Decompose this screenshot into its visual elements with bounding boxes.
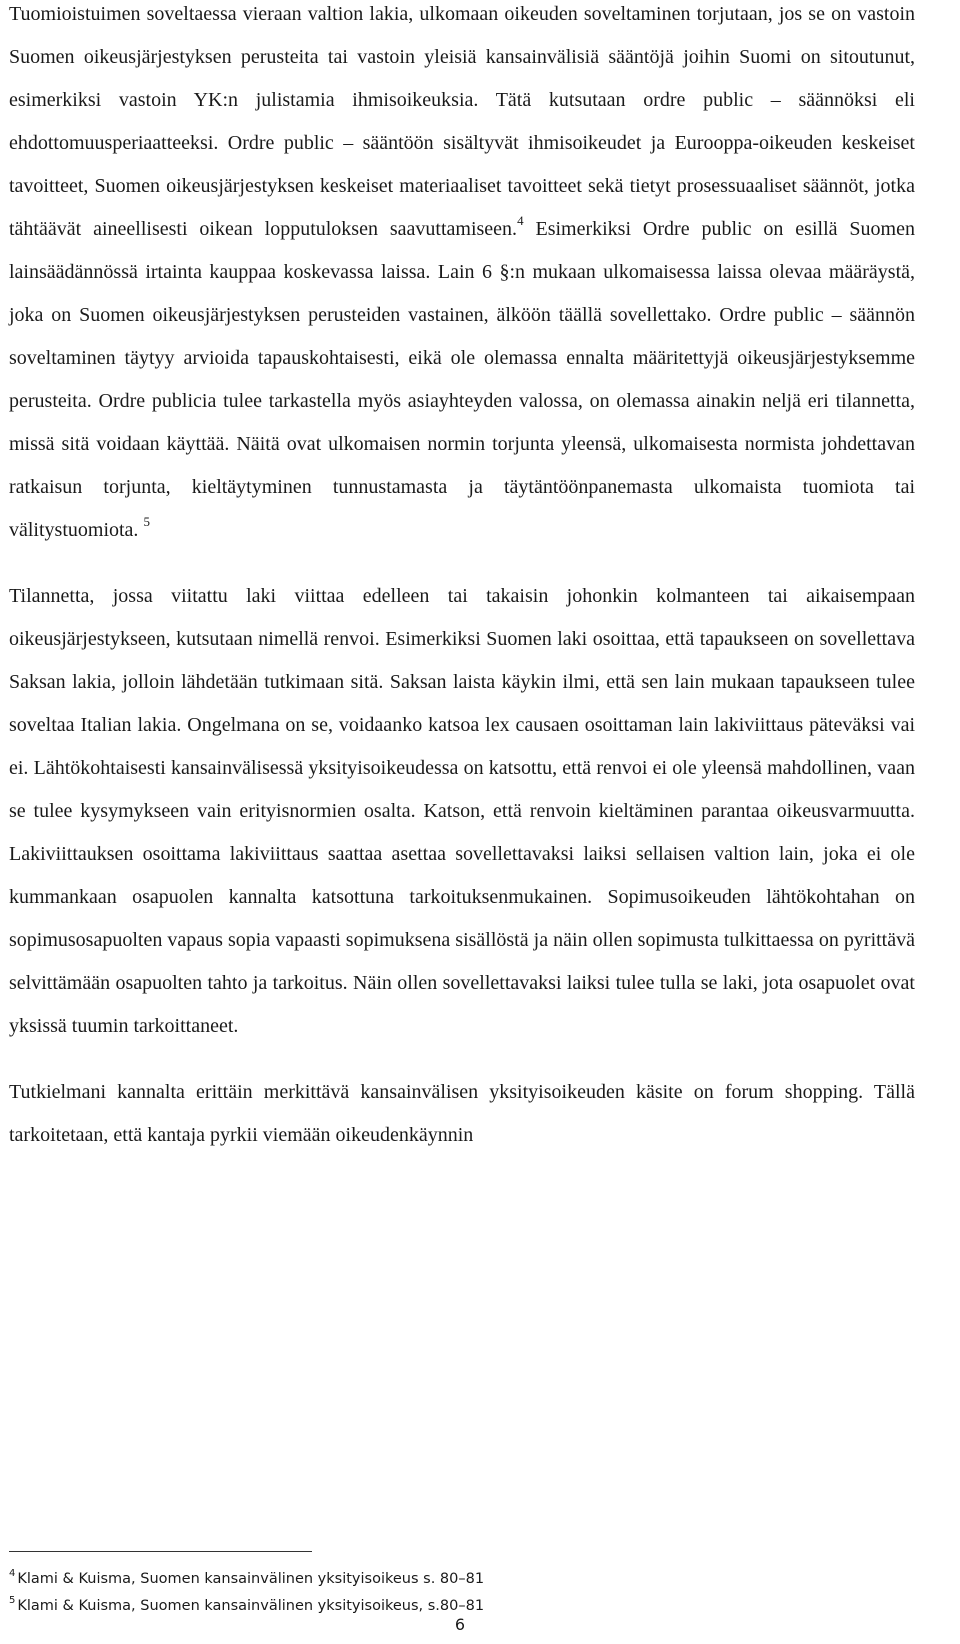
footnote-reference[interactable]: 5 bbox=[143, 514, 150, 530]
paragraph-text: Tuomioistuimen soveltaessa vieraan valtion lakia, ulkomaan oikeuden soveltaminen torjutaan, jos se on vastoin Suomen oikeusjärjestyksen perusteita tai vastoin yleisiä kansainvälisiä sääntöjä joihin Suomi on sitoutunut, esimerkiksi vastoin YK:n julistamia ihmisoikeuksia. Tätä kutsutaan ordre public – säännöksi eli ehdottomuusperiaatteeksi. Ordre public – sääntöön sisältyvät ihmisoikeudet ja Eurooppa-oikeuden keskeiset tavoitteet, Suomen oikeusjärjestyksen keskeiset materiaaliset tavoitteet sekä tietyt prosessuaaliset säännöt, jotka tähtäävät aineellisesti oikean lopputuloksen saavuttamiseen. bbox=[9, 3, 915, 240]
paragraph-ordre-public bbox=[9, 0, 915, 552]
page-body bbox=[9, 0, 915, 1157]
footnote-divider bbox=[9, 1551, 312, 1552]
footnote-reference[interactable]: 4 bbox=[517, 213, 524, 229]
paragraph-renvoi: Tilannetta, jossa viitattu laki viittaa edelleen tai takaisin johonkin kolmanteen tai aikaisempaan oikeusjärjestykseen, kutsutaan nimellä renvoi. Esimerkiksi Suomen laki osoittaa, että tapaukseen on sovellettava Saksan lakia, jolloin lähdetään tutkimaan sitä. Saksan laista käykin ilmi, että sen lain mukaan tapaukseen tulee soveltaa Italian lakia. Ongelmana on se, voidaanko katsoa lex causaen osoittaman lain lakiviittaus päteväksi vai ei. Lähtökohtaisesti kansainvälisessä yksityisoikeudessa on katsottu, että renvoi ei ole yleensä mahdollinen, vaan se tulee kysymykseen vain erityisnormien osalta. Katson, että renvoin kieltäminen parantaa oikeusvarmuutta. Lakiviittauksen osoittama lakiviittaus saattaa asettaa sovellettavaksi laiksi sellaisen valtion lain, joka ei ole kummankaan osapuolen kannalta katsottuna tarkoituksenmukainen. Sopimusoikeuden lähtökohtahan on sopimusosapuolten vapaus sopia vapaasti sopimuksena sisällöstä ja näin ollen sopimusta tulkittaessa on pyrittävä selvittämään osapuolten tahto ja tarkoitus. Näin ollen sovellettavaksi laiksi tulee tulla se laki, jota osapuolet ovat yksissä tuumin tarkoittaneet. bbox=[9, 585, 915, 1037]
paragraph-text: Esimerkiksi Ordre public on esillä Suomen lainsäädännössä irtainta kauppaa koskevassa laissa. Lain 6 §:n mukaan ulkomaisessa laissa olevaa määräystä, joka on Suomen oikeusjärjestyksen perusteiden vastainen, älköön täällä sovellettako. Ordre public – säännön soveltaminen täytyy arvioida tapauskohtaisesti, eikä ole olemassa ennalta määritettyjä oikeusjärjestyksemme perusteita. Ordre publicia tulee tarkastella myös asiayhteyden valossa, on olemassa ainakin neljä eri tilannetta, missä sitä voidaan käyttää. Näitä ovat ulkomaisen normin torjunta yleensä, ulkomaisesta normista johdettavan ratkaisun torjunta, kieltäytyminen tunnustamasta ja täytäntöönpanemasta ulkomaista tuomiota tai välitystuomiota. bbox=[9, 218, 915, 541]
footnote-text: Klami & Kuisma, Suomen kansainvälinen yksityisoikeus s. 80–81 bbox=[17, 1571, 485, 1587]
page-number: 6 bbox=[454, 1615, 466, 1634]
footnote-item bbox=[9, 1566, 484, 1593]
footnotes bbox=[9, 1566, 484, 1620]
footnote-number: 4 bbox=[9, 1568, 16, 1580]
footnote-text: Klami & Kuisma, Suomen kansainvälinen yksityisoikeus, s.80–81 bbox=[17, 1598, 485, 1614]
paragraph-forum-shopping: Tutkielmani kannalta erittäin merkittävä kansainvälisen yksityisoikeuden käsite on forum shopping. Tällä tarkoitetaan, että kantaja pyrkii viemään oikeudenkäynnin bbox=[9, 1081, 915, 1146]
footnote-number: 5 bbox=[9, 1595, 16, 1607]
